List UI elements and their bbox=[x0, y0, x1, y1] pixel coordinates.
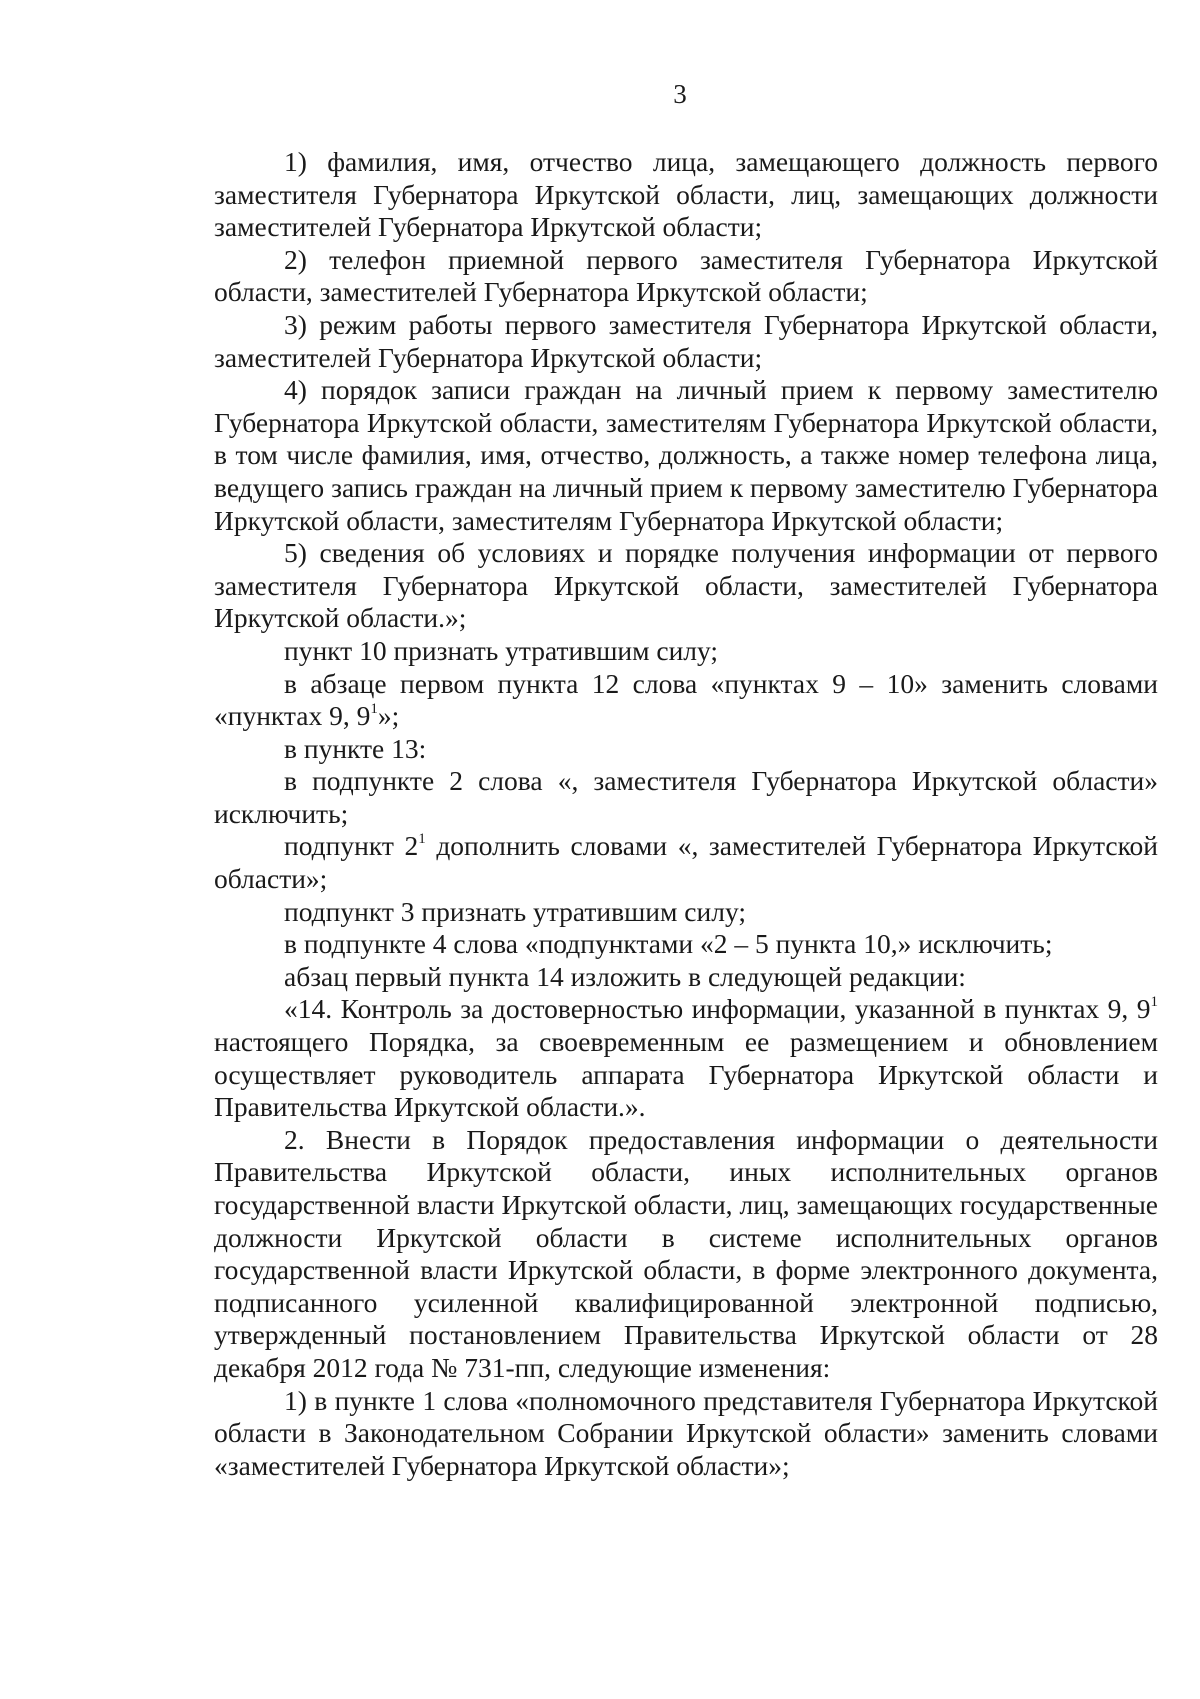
paragraph-9: в подпункте 2 слова «, заместителя Губернатора Иркутской области» исключить; bbox=[214, 765, 1158, 829]
paragraph-7: в абзаце первом пункта 12 слова «пунктах 9 – 10» заменить словами «пунктах 9, $9^1$»; bbox=[214, 667, 1158, 732]
superscript: 1 bbox=[418, 831, 426, 848]
superscript: 1 bbox=[370, 701, 378, 718]
paragraph-2: 2) телефон приемной первого заместителя Губернатора Иркутской области, заместителей Губернатора Иркутской области; bbox=[214, 243, 1158, 308]
document-body bbox=[214, 146, 1158, 1482]
paragraph-13: абзац первый пункта 14 изложить в следующей редакции: bbox=[284, 960, 966, 992]
paragraph-11: подпункт 3 признать утратившим силу; bbox=[284, 895, 746, 927]
paragraph-10: подпункт $2^1$ дополнить словами «, заместителей Губернатора Иркутской области»; bbox=[214, 830, 1158, 895]
paragraph-6: пункт 10 признать утратившим силу; bbox=[284, 634, 719, 666]
paragraph-1: 1) фамилия, имя, отчество лица, замещающего должность первого заместителя Губернатора Иркутской области, лиц, замещающих должности заместителей Губернатора Иркутской области; bbox=[214, 146, 1158, 243]
superscript: 1 bbox=[1150, 994, 1158, 1011]
paragraph-15: 2. Внести в Порядок предоставления информации о деятельности Правительства Иркутской области, иных исполнительных органов государственной власти Иркутской области, лиц, замещающих государственные должности Иркутской области в системе исполнительных органов государственной власти Иркутской области, в форме электронного документа, подписанного усиленной квалифицированной электронной подписью, утвержденный постановлением Правительства Иркутской области от 28 декабря 2012 года № 731-пп, следующие изменения: bbox=[214, 1123, 1158, 1383]
paragraph-3: 3) режим работы первого заместителя Губернатора Иркутской области, заместителей Губернатора Иркутской области; bbox=[214, 308, 1158, 373]
paragraph-16: 1) в пункте 1 слова «полномочного представителя Губернатора Иркутской области в Законодательном Собрании Иркутской области» заменить словами «заместителей Губернатора Иркутской области»; bbox=[214, 1384, 1158, 1481]
paragraph-4: 4) порядок записи граждан на личный прием к первому заместителю Губернатора Иркутской области, заместителям Губернатора Иркутской области, в том числе фамилия, имя, отчество, должность, а также номер телефона лица, ведущего запись граждан на личный прием к первому заместителю Губернатора Иркутской области, заместителям Губернатора Иркутской области; bbox=[214, 374, 1158, 536]
paragraph-5: 5) сведения об условиях и порядке получения информации от первого заместителя Губернатора Иркутской области, заместителей Губернатора Иркутской области.»; bbox=[214, 537, 1158, 634]
paragraph-8: в пункте 13: bbox=[284, 732, 427, 764]
page-number: 3 bbox=[673, 79, 687, 109]
paragraph-12: в подпункте 4 слова «подпунктами «2 – 5 пункта 10,» исключить; bbox=[284, 928, 1053, 960]
paragraph-14: «14. Контроль за достоверностью информации, указанной в пунктах 9, $9^1$ настоящего Порядка, за своевременным ее размещением и обновлением осуществляет руководитель аппарата Губернатора Иркутской области и Правительства Иркутской области.». bbox=[214, 993, 1158, 1123]
